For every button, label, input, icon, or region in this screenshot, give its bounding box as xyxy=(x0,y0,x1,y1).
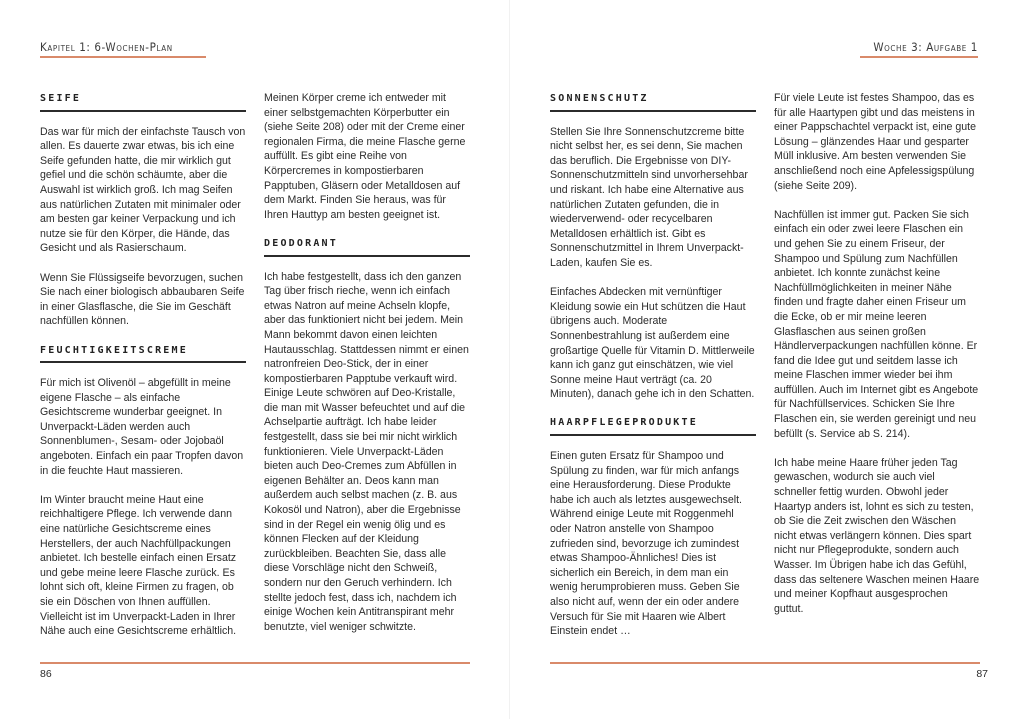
running-head: Kapitel 1: 6-Wochen-Plan xyxy=(40,40,173,54)
paragraph: Ich habe festgestellt, dass ich den ganzen Tag über frisch rieche, wenn ich einfach etwas Natron auf meine Achseln klopfe, aber das funktioniert nicht bei jedem. Mein Mann bekommt davon einen leichten Hautausschlag. Stattdessen nimmt er einen natronfreien Deo-Stick, der in einer kompostierbaren Papptube verkauft wird. Einige Leute schwören auf Deo-Kristalle, die man mit Wasser befeuchtet und auf die Achselpartie aufträgt. Ich habe leider festgestellt, dass sie bei mir nicht wirklich funktionieren. Viele Unverpackt-Läden bieten auch Deo-Cremes zum Abfüllen in eigenen Behälter an. Deos kann man außerdem auch selbst machen (z. B. aus Kokosöl und Natron), aber die Ergebnisse sind in der Regel ein wenig ölig und es können Flecken auf der Kleidung zurückbleiben. Beachten Sie, dass alle diese Vorschläge nicht den Schweiß, sondern nur den Geruch verhindern. Ich stellte jedoch fest, dass ich, nachdem ich einige Wochen kein Antitranspirant mehr benutzte, viel weniger schwitzte. xyxy=(264,270,469,633)
footer-rule xyxy=(550,662,980,664)
section-title-deodorant: DEODORANT xyxy=(264,237,470,257)
footer-rule xyxy=(40,662,470,664)
paragraph: Einfaches Abdecken mit vernünftiger Kleidung sowie ein Hut schützen die Haut übrigens auch. Moderate Sonnenbestrahlung ist außerdem eine großartige Quelle für Vitamin D. Mittlerweile kann ich ganz gut einschätzen, wie viel Sonne meine Haut verträgt (ca. 20 Minuten), danach gehe ich in den Schatten. xyxy=(550,286,755,401)
paragraph: Für mich ist Olivenöl – abgefüllt in meine eigene Flasche – als einfache Gesichtscreme wunderbar geeignet. In Unverpackt-Läden werden auch Sonnenblumen-, Sesam- oder Jojobaöl angeboten. Einfach ein paar Tropfen davon in die feuchte Haut massieren. xyxy=(40,377,244,477)
section-title-seife: SEIFE xyxy=(40,92,246,112)
running-head: Woche 3: Aufgabe 1 xyxy=(873,40,978,54)
paragraph: Einen guten Ersatz für Shampoo und Spülung zu finden, war für mich anfangs eine Herausforderung. Diese Produkte habe ich auch als letztes ausgewechselt. Während einige Leute mit Roggenmehl oder Natron anstelle von Shampoo zufrieden sind, bevorzuge ich zumindest etwas Shampoo-Ähnliches! Dies ist sicherlich ein Bereich, in dem man ein wenig herumprobieren muss. Geben Sie also nicht auf, wenn der ein oder andere Versuch für Sie mit Haaren wie Albert Einstein endet … xyxy=(550,450,742,638)
right-column-2 xyxy=(774,91,980,631)
right-column-1 xyxy=(550,92,756,653)
page-number: 87 xyxy=(976,668,988,680)
section-title-sonnenschutz: SONNENSCHUTZ xyxy=(550,92,756,112)
paragraph: Wenn Sie Flüssigseife bevorzugen, suchen Sie nach einer biologisch abbaubaren Seife in einer Glasflasche, die Sie im Geschäft nachfüllen können. xyxy=(40,271,245,328)
left-column-2 xyxy=(264,91,470,649)
paragraph: Ich habe meine Haare früher jeden Tag gewaschen, wodurch sie auch viel schneller fettig wurden. Obwohl jeder Haartyp anders ist, lohnt es sich zu testen, ob Sie die Zeit zwischen den Wäschen nicht etwas verlängern können. Dies spart nicht nur Pflegeprodukte, sondern auch Wasser. Im Übrigen habe ich das Gefühl, dass das seltenere Waschen meinen Haare und meiner Kopfhaut ausgesprochen guttut. xyxy=(774,456,980,615)
paragraph: Das war für mich der einfachste Tausch von allen. Es dauerte zwar etwas, bis ich eine Seife gefunden hatte, die mir wirklich gut gefiel und die schön schäumte, aber die Auswahl ist wirklich groß. Ich mag Seifen aus natürlichen Zutaten mit minimaler oder am besten gar keiner Verpackung und ich nutze sie für den Körper, die Hände, das Gesicht und als Rasierschaum. xyxy=(40,125,246,255)
header-rule xyxy=(860,56,978,58)
paragraph: Im Winter braucht meine Haut eine reichhaltigere Pflege. Ich verwende dann eine natürliche Gesichtscreme eines Herstellers, der auch Nachfüllpackungen anbietet. Ich bestelle einfach einen Ersatz und gebe meine leere Flasche zurück. Es lohnt sich oft, kleine Firmen zu fragen, ob sie ein Döschen von Ihnen auffüllen. Vielleicht ist im Unverpackt-Laden in Ihrer Nähe auch eine Gesichtscreme erhältlich. xyxy=(40,493,237,638)
paragraph: Für viele Leute ist festes Shampoo, das es für alle Haartypen gibt und das meistens in einer Pappschachtel verpackt ist, eine gute Lösung – glänzendes Haar und gesparter Müll inklusive. Am besten verwenden Sie anschließend noch eine Apfelessigspülung (siehe Seite 209). xyxy=(774,92,976,192)
paragraph: Nachfüllen ist immer gut. Packen Sie sich einfach ein oder zwei leere Flaschen ein und gehen Sie zu einem Friseur, der Shampoo und Spülung zum Nachfüllen anbietet. Ich konnte zunächst keine Nachfüllmöglichkeiten in meiner Nähe finden und fragte daher einen Friseur um die Ecke, ob er mir meine leeren Glasflaschen aus seinen großen Händlerverpackungen nachfüllen könne. Er fand die Idee gut und seitdem lasse ich meine Flaschen immer wieder bei ihm auffüllen. Auch im Internet gibt es Angebote für Nachfüllservices. Schicken Sie Ihre Flaschen ein, sie werden gereinigt und neu befüllt (s. Service ab S. 214). xyxy=(774,208,979,440)
right-page xyxy=(510,0,1020,719)
section-title-haarpflegeprodukte: HAARPFLEGEPRODUKTE xyxy=(550,416,756,436)
section-title-feuchtigkeitscreme: FEUCHTIGKEITSCREME xyxy=(40,344,246,364)
left-column-1 xyxy=(40,92,246,653)
paragraph: Stellen Sie Ihre Sonnenschutzcreme bitte nicht selbst her, es sei denn, Sie machen das beruflich. Die Ergebnisse von DIY-Sonnenschutzmitteln sind unvorhersehbar und riskant. Ich habe eine Alternative aus natürlichen Zutaten gefunden, die in wiederverwend- oder recycelbaren Metalldosen erhältlich ist. Gibt es Sonnenschutzmittel in Ihrem Unverpackt-Laden, kaufen Sie es. xyxy=(550,125,748,269)
paragraph: Meinen Körper creme ich entweder mit einer selbstgemachten Körperbutter ein (siehe Seite 208) oder mit der Creme einer regionalen Firma, die meine Flasche gerne auffüllt. Es gibt eine Reihe von Körpercremes in kompostierbaren Papptuben, Gläsern oder Metalldosen auf dem Markt. Finden Sie heraus, was für Ihren Hauttyp am besten geeignet ist. xyxy=(264,92,466,221)
header-rule xyxy=(40,56,206,58)
page-number: 86 xyxy=(40,668,52,680)
